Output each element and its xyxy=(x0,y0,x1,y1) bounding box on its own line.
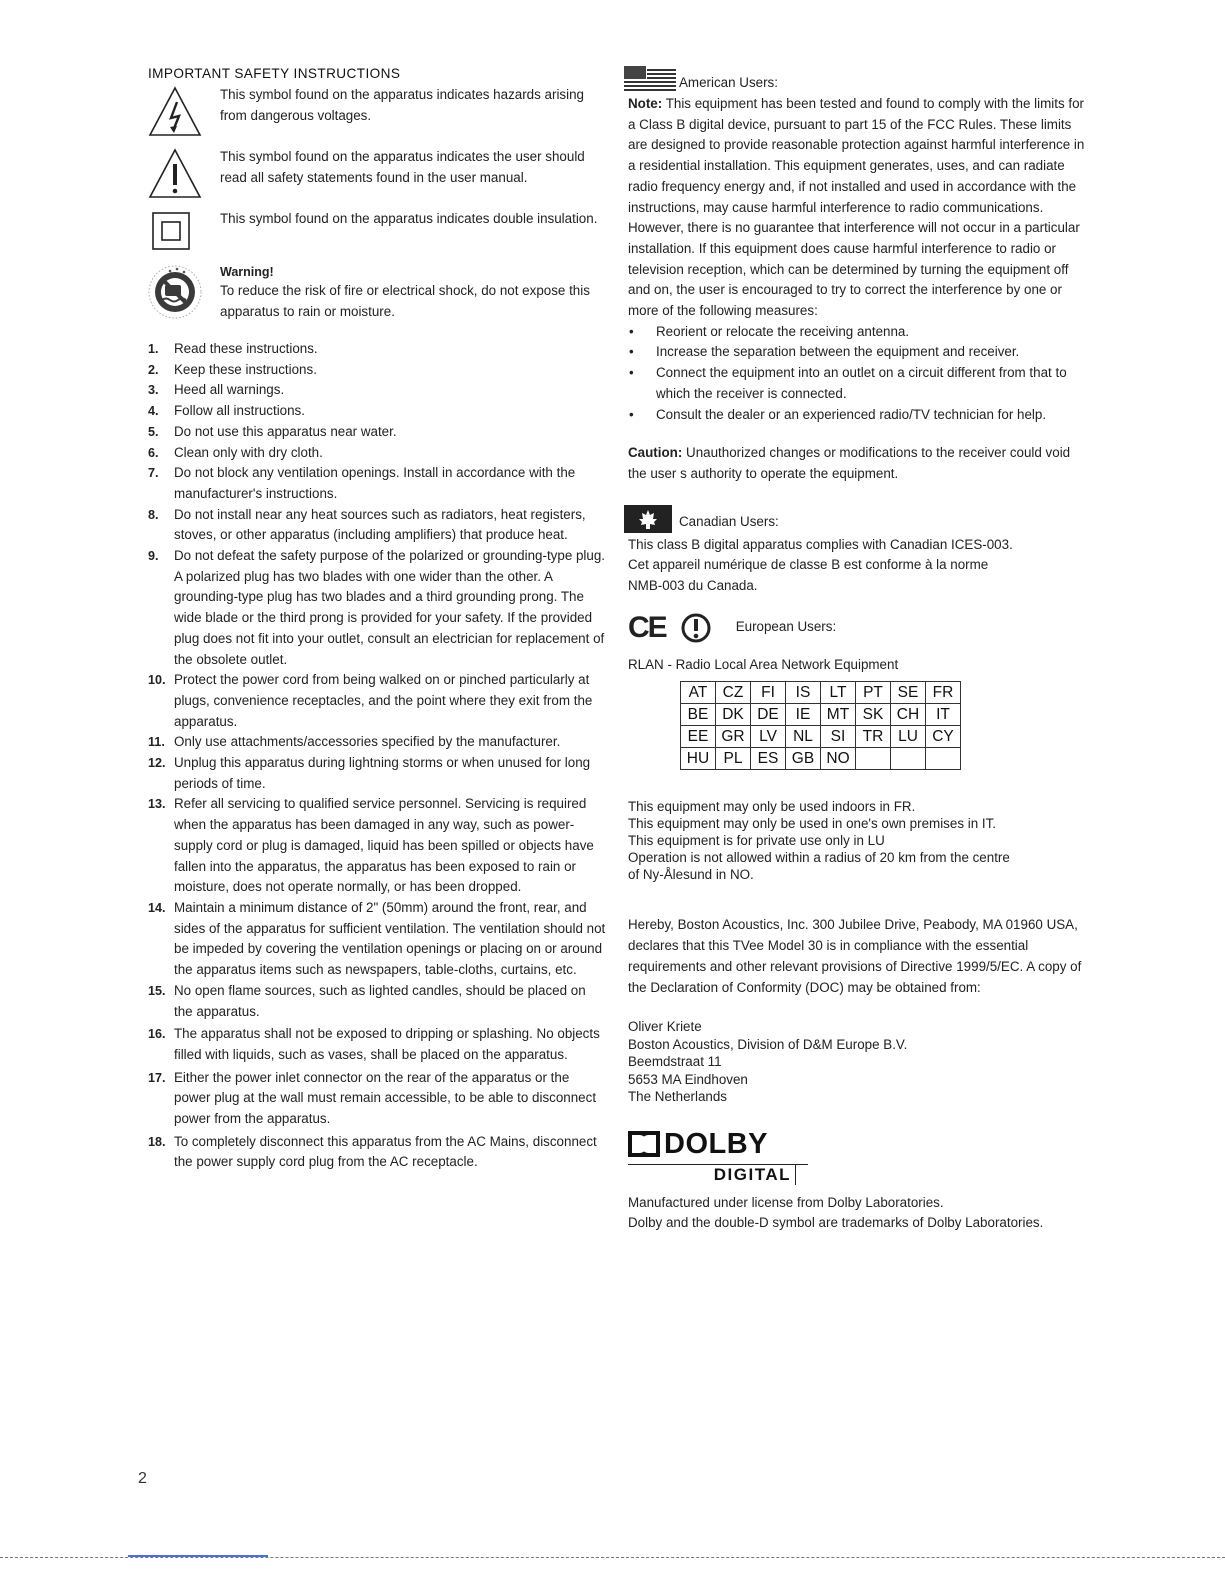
fcc-measures-list xyxy=(628,322,1088,426)
warning-title: Warning! xyxy=(220,265,274,279)
symbol-row-voltage xyxy=(148,85,606,139)
caution-text: Unauthorized changes or modifications to the receiver could void the user s authority to operate the equipment. xyxy=(628,445,1071,481)
restriction-line: of Ny-Ålesund in NO. xyxy=(628,867,754,883)
country-cell: LT xyxy=(821,682,856,704)
measure-text: Reorient or relocate the receiving antenna. xyxy=(656,323,910,339)
country-cell: FR xyxy=(926,682,961,704)
symbol-row-manual xyxy=(148,147,606,201)
instruction-item xyxy=(148,794,606,898)
country-cell: LV xyxy=(751,726,786,748)
instruction-text: Refer all servicing to qualified service personnel. Servicing is required when the apparatus has been damaged in any way, such as power-supply cord or plug is damaged, liquid has been spilled or objects have fallen into the apparatus, the apparatus has been exposed to rain or moisture, does not operate normally, or has been dropped. xyxy=(174,796,594,895)
instruction-text: Read these instructions. xyxy=(174,341,318,356)
measure-item xyxy=(628,405,1088,426)
caution-label: Caution: xyxy=(628,445,683,461)
instruction-item xyxy=(148,753,606,794)
instruction-number: 13. xyxy=(148,797,166,812)
instruction-number: 12. xyxy=(148,756,166,771)
instruction-item xyxy=(148,422,606,443)
instruction-item xyxy=(148,360,606,381)
instruction-number: 2. xyxy=(148,362,159,377)
warning-text-block xyxy=(220,263,606,322)
instruction-text: Do not defeat the safety purpose of the polarized or grounding-type plug. A polarized plug has two blades with one wider than the other. A grounding-type plug has two blades and a third grounding prong. The wide blade or the third prong is provided for your safety. If the provided plug does not fit into your outlet, consult an electrician for replacement of the obsolete outlet. xyxy=(174,548,606,667)
country-cell xyxy=(856,748,891,770)
rlan-text: RLAN - Radio Local Area Network Equipment xyxy=(628,656,899,672)
country-cell: SE xyxy=(891,682,926,704)
lightning-triangle-icon xyxy=(148,85,220,139)
country-cell: IE xyxy=(786,704,821,726)
restriction-line: Operation is not allowed within a radius of 20 km from the centre xyxy=(628,850,1010,866)
country-cell: FI xyxy=(751,682,786,704)
dolby-line-2: Dolby and the double-D symbol are trademarks of Dolby Laboratories. xyxy=(628,1215,1044,1231)
address-line: Boston Acoustics, Division of D&M Europe B.V. xyxy=(628,1036,908,1052)
dolby-logo xyxy=(628,1128,808,1185)
instruction-item xyxy=(148,1132,606,1173)
dolby-line-1: Manufactured under license from Dolby Laboratories. xyxy=(628,1194,944,1210)
bullet-icon: • xyxy=(629,323,634,339)
instruction-item xyxy=(148,898,606,981)
country-cell xyxy=(926,748,961,770)
double-square-icon xyxy=(148,209,220,255)
instruction-number: 8. xyxy=(148,507,159,522)
instruction-text: Protect the power cord from being walked on or pinched particularly at plugs, convenience receptacles, and the point where they exit from the apparatus. xyxy=(174,672,593,729)
instruction-text: Either the power inlet connector on the rear of the apparatus or the power plug at the wall must remain accessible, to be able to disconnect power from the apparatus. xyxy=(174,1069,597,1127)
instruction-item xyxy=(148,401,606,422)
country-cell: CH xyxy=(891,704,926,726)
instruction-number: 5. xyxy=(148,424,159,439)
instruction-text: To completely disconnect this apparatus from the AC Mains, disconnect the power supply cord plug from the AC receptacle. xyxy=(174,1133,597,1170)
address-line: The Netherlands xyxy=(628,1089,727,1105)
instruction-text: Do not use this apparatus near water. xyxy=(174,423,397,439)
symbol-text-insulation: This symbol found on the apparatus indicates double insulation. xyxy=(220,211,598,226)
note-label: Note: xyxy=(628,96,663,111)
country-cell: EE xyxy=(681,726,716,748)
european-users-heading: European Users: xyxy=(735,619,837,635)
instruction-item xyxy=(148,1068,606,1130)
safety-heading: IMPORTANT SAFETY INSTRUCTIONS xyxy=(148,66,401,81)
instruction-text: Only use attachments/accessories specified by the manufacturer. xyxy=(174,734,561,750)
instruction-number: 6. xyxy=(148,445,159,460)
canadian-line-2: Cet appareil numérique de classe B est conforme à la norme xyxy=(628,557,989,573)
country-cell: ES xyxy=(751,748,786,770)
address-line: 5653 MA Eindhoven xyxy=(628,1071,748,1087)
instruction-number: 16. xyxy=(148,1027,166,1042)
page-number: 2 xyxy=(138,1470,147,1487)
instruction-item xyxy=(148,505,606,546)
measure-text: Consult the dealer or an experienced radio/TV technician for help. xyxy=(656,406,1047,422)
canadian-line-3: NMB-003 du Canada. xyxy=(628,578,758,594)
country-cell: HU xyxy=(681,748,716,770)
country-cell: NL xyxy=(786,726,821,748)
exclamation-triangle-icon xyxy=(148,147,220,201)
instruction-number: 9. xyxy=(148,549,159,564)
measure-text: Connect the equipment into an outlet on a circuit different from that to which the receiver is connected. xyxy=(656,365,1067,401)
country-cell: TR xyxy=(856,726,891,748)
canada-flag-icon xyxy=(624,505,676,533)
country-cell: PT xyxy=(856,682,891,704)
dolby-digital-label: DIGITAL xyxy=(714,1165,796,1185)
measure-item xyxy=(628,342,1088,363)
american-heading-row xyxy=(628,66,1088,94)
instruction-number: 7. xyxy=(148,466,159,481)
double-d-icon xyxy=(628,1131,660,1157)
country-cell: GR xyxy=(716,726,751,748)
bullet-icon: • xyxy=(629,406,634,422)
country-cell: DE xyxy=(751,704,786,726)
warning-text: To reduce the risk of fire or electrical shock, do not expose this apparatus to rain or moisture. xyxy=(220,283,590,319)
instruction-item xyxy=(148,339,606,360)
instruction-number: 4. xyxy=(148,404,159,419)
canadian-users-heading: Canadian Users: xyxy=(679,513,779,529)
no-water-icon xyxy=(148,263,220,325)
fcc-caution xyxy=(628,443,1088,484)
country-cell: MT xyxy=(821,704,856,726)
instruction-item xyxy=(148,443,606,464)
instruction-number: 11. xyxy=(148,735,165,750)
us-flag-icon xyxy=(624,66,676,94)
instruction-item xyxy=(148,463,606,504)
instruction-number: 15. xyxy=(148,983,166,998)
country-cell: DK xyxy=(716,704,751,726)
instruction-item xyxy=(148,670,606,732)
measure-text: Increase the separation between the equipment and receiver. xyxy=(656,344,1020,360)
instruction-item xyxy=(148,546,606,670)
country-cell: SK xyxy=(856,704,891,726)
instructions-list xyxy=(148,339,606,1173)
restriction-line: This equipment may only be used indoors in FR. xyxy=(628,799,916,815)
instruction-text: Follow all instructions. xyxy=(174,403,305,419)
country-cell: NO xyxy=(821,748,856,770)
instruction-number: 1. xyxy=(148,342,159,356)
instruction-text: Unplug this apparatus during lightning storms or when unused for long periods of time. xyxy=(174,755,591,791)
country-cell: GB xyxy=(786,748,821,770)
country-cell: CY xyxy=(926,726,961,748)
dolby-word: DOLBY xyxy=(664,1127,768,1160)
country-table xyxy=(680,681,961,770)
instruction-text: No open flame sources, such as lighted candles, should be placed on the apparatus. xyxy=(174,982,586,1019)
country-cell: CZ xyxy=(716,682,751,704)
instruction-item xyxy=(148,380,606,401)
country-table-wrap xyxy=(680,681,1088,770)
page-bottom-divider xyxy=(0,1557,1225,1558)
fcc-note xyxy=(628,94,1088,322)
alert-circle-icon xyxy=(680,612,716,644)
instruction-number: 14. xyxy=(148,900,166,915)
symbol-row-insulation xyxy=(148,209,606,255)
address-block xyxy=(628,1018,1088,1106)
warning-row xyxy=(148,263,606,325)
instruction-number: 10. xyxy=(148,673,166,688)
instruction-item xyxy=(148,1024,606,1065)
bullet-icon: • xyxy=(629,344,634,360)
instruction-number: 17. xyxy=(148,1070,166,1085)
instruction-text: Do not block any ventilation openings. Install in accordance with the manufacturer's instructions. xyxy=(174,465,576,501)
ce-mark: CE xyxy=(628,610,666,644)
safety-instructions-column xyxy=(148,66,606,1175)
country-row xyxy=(681,704,961,726)
measure-item xyxy=(628,363,1088,404)
european-heading-row xyxy=(628,611,1088,645)
american-users-heading: American Users: xyxy=(679,75,778,91)
country-cell xyxy=(891,748,926,770)
symbol-text-voltage: This symbol found on the apparatus indicates hazards arising from dangerous voltages. xyxy=(220,87,584,123)
restrictions-block xyxy=(628,798,1088,883)
restriction-line: This equipment may only be used in one's own premises in IT. xyxy=(628,816,997,832)
country-cell: PL xyxy=(716,748,751,770)
symbol-text-manual: This symbol found on the apparatus indicates the user should read all safety statements found in the user manual. xyxy=(220,149,585,185)
instruction-text: Heed all warnings. xyxy=(174,382,285,398)
page-bottom-link-bar xyxy=(128,1555,268,1557)
country-cell: IS xyxy=(786,682,821,704)
measure-item xyxy=(628,322,1088,343)
restriction-line: This equipment is for private use only in LU xyxy=(628,833,885,849)
country-cell: SI xyxy=(821,726,856,748)
declaration-text: Hereby, Boston Acoustics, Inc. 300 Jubilee Drive, Peabody, MA 01960 USA, declares that this TVee Model 30 is in compliance with the essential requirements and other relevant provisions of Directive 1999/5/EC. A copy of the Declaration of Conformity (DOC) may be obtained from: xyxy=(628,917,1082,995)
instruction-item xyxy=(148,981,606,1022)
country-row xyxy=(681,682,961,704)
country-cell: BE xyxy=(681,704,716,726)
instruction-number: 3. xyxy=(148,383,159,398)
note-text: This equipment has been tested and found to comply with the limits for a Class B digital device, pursuant to part 15 of the FCC Rules. These limits are designed to provide reasonable protection against harmful interference in a residential installation. This equipment generates, uses, and can radiate radio frequency energy and, if not installed and used in accordance with the instructions, may cause harmful interference to radio communications. However, there is no guarantee that interference will not occur in a particular installation. If this equipment does cause harmful interference to radio or television reception, which can be determined by turning the equipment off and on, the user is encouraged to try to correct the interference by one or more of the following measures: xyxy=(628,96,1085,319)
instruction-text: Keep these instructions. xyxy=(174,361,317,377)
instruction-text: Do not install near any heat sources such as radiators, heat registers, stoves, or other apparatus (including amplifiers) that produce heat. xyxy=(174,506,586,543)
country-cell: IT xyxy=(926,704,961,726)
bullet-icon: • xyxy=(629,365,634,381)
country-cell: AT xyxy=(681,682,716,704)
country-row xyxy=(681,726,961,748)
address-line: Beemdstraat 11 xyxy=(628,1054,722,1070)
instruction-text: Maintain a minimum distance of 2" (50mm) around the front, rear, and sides of the apparatus for sufficient ventilation. The ventilation should not be impeded by covering the ventilation openings or placing on or around the apparatus items such as newspapers, table-cloths, curtains, etc. xyxy=(174,899,606,978)
instruction-text: The apparatus shall not be exposed to dripping or splashing. No objects filled with liquids, such as vases, shall be placed on the apparatus. xyxy=(174,1026,600,1062)
canadian-heading-row xyxy=(628,505,1088,533)
instruction-number: 18. xyxy=(148,1134,166,1149)
country-row xyxy=(681,748,961,770)
compliance-column xyxy=(628,66,1088,1234)
canadian-line-1: This class B digital apparatus complies with Canadian ICES-003. xyxy=(628,536,1013,552)
address-line: Oliver Kriete xyxy=(628,1019,702,1035)
instruction-item xyxy=(148,732,606,753)
country-cell: LU xyxy=(891,726,926,748)
instruction-text: Clean only with dry cloth. xyxy=(174,444,323,460)
